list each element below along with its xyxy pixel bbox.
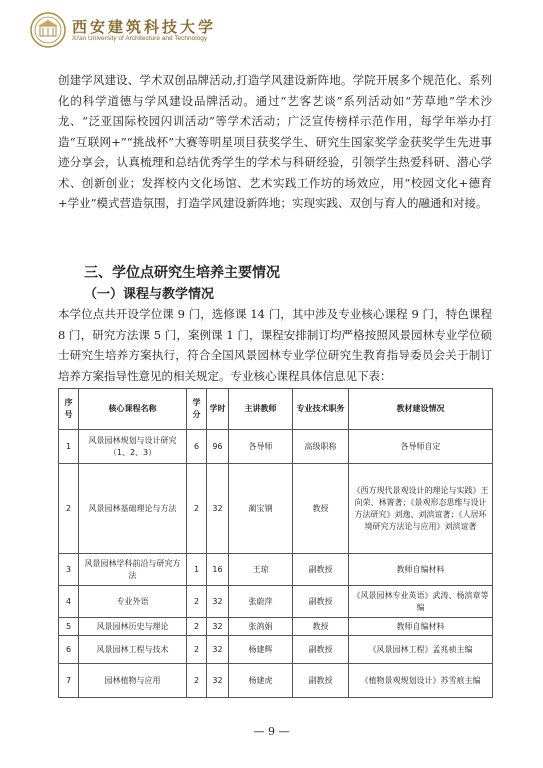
table-cell: 2 xyxy=(187,664,207,698)
table-cell: 《西方现代景观设计的理论与实践》王向荣、林箐著；《景观形态思维与设计方法研究》刘逸、刘滨谊著；《人居环境研究方法论与应用》刘滨谊著 xyxy=(349,464,493,554)
table-cell: 风景园林历史与理论 xyxy=(79,618,187,636)
university-logo-icon xyxy=(30,12,66,48)
section-heading: 三、学位点研究生培养主要情况 xyxy=(84,265,280,281)
table-cell: 1 xyxy=(59,430,79,464)
table-cell: 6 xyxy=(59,636,79,664)
table-cell: 6 xyxy=(187,430,207,464)
table-cell: 《风景园林工程》孟兆祯主编 xyxy=(349,636,493,664)
table-cell: 16 xyxy=(207,554,229,586)
table-row xyxy=(59,430,493,464)
table-cell: 32 xyxy=(207,464,229,554)
table-cell: 32 xyxy=(207,618,229,636)
table-cell: 7 xyxy=(59,664,79,698)
table-cell: 教师自编材料 xyxy=(349,618,493,636)
header-cell: 教材建设情况 xyxy=(349,389,493,430)
table-cell: 风景园林工程与技术 xyxy=(79,636,187,664)
table-row xyxy=(59,618,493,636)
page-header xyxy=(30,12,510,52)
table-cell: 杨建辉 xyxy=(229,636,293,664)
table-cell: 教师自编材料 xyxy=(349,554,493,586)
table-cell: 各导师 xyxy=(229,430,293,464)
table-cell: 32 xyxy=(207,586,229,618)
table-cell: 园林植物与应用 xyxy=(79,664,187,698)
table-cell: 3 xyxy=(59,554,79,586)
table-cell: 32 xyxy=(207,636,229,664)
table-cell: 副教授 xyxy=(293,636,349,664)
table-cell: 96 xyxy=(207,430,229,464)
table-row xyxy=(59,636,493,664)
table-cell: 2 xyxy=(187,636,207,664)
table-cell: 2 xyxy=(187,464,207,554)
table-cell: 张蔚萍 xyxy=(229,586,293,618)
table-cell: 2 xyxy=(187,586,207,618)
table-cell: 教授 xyxy=(293,464,349,554)
core-courses-table xyxy=(58,388,493,698)
table-cell: 王琼 xyxy=(229,554,293,586)
table-cell: 风景园林规划与设计研究（1、2、3） xyxy=(79,430,187,464)
university-name-en: Xi'an University of Architecture and Technology xyxy=(72,35,208,42)
table-cell: 风景园林基础理论与方法 xyxy=(79,464,187,554)
table-cell: 2 xyxy=(59,464,79,554)
table-cell: 副教授 xyxy=(293,664,349,698)
table-cell: 杨建虎 xyxy=(229,664,293,698)
table-cell: 《植物景观规划设计》苏雪痕主编 xyxy=(349,664,493,698)
table-cell: 专业外语 xyxy=(79,586,187,618)
table-cell: 副教授 xyxy=(293,554,349,586)
table-cell: 《风景园林专业英语》武涛、杨滨章等编 xyxy=(349,586,493,618)
subsection-heading: （一）课程与教学情况 xyxy=(84,287,215,302)
table-cell: 32 xyxy=(207,664,229,698)
table-row xyxy=(59,586,493,618)
table-cell: 副教授 xyxy=(293,586,349,618)
table-cell: 教授 xyxy=(293,618,349,636)
table-cell: 张鸽娟 xyxy=(229,618,293,636)
table-cell: 5 xyxy=(59,618,79,636)
table-cell: 4 xyxy=(59,586,79,618)
table-cell: 风景园林学科前沿与研究方法 xyxy=(79,554,187,586)
table-cell: 1 xyxy=(187,554,207,586)
header-cell: 专业技术职务 xyxy=(293,389,349,430)
header-cell: 主讲教师 xyxy=(229,389,293,430)
table-cell: 高级职称 xyxy=(293,430,349,464)
paragraph-courses: 本学位点共开设学位课 9 门，选修课 14 门，其中涉及专业核心课程 9 门，特色课程 8 门，研究方法课 5 门，案例课 1 门，课程安排制订均严格按照风景园林专业学位硕士研究生培养方案执行，符合全国风景园林专业学位研究生教育指导委员会关于制订培养方案指导性意见的相关规定。专业核心课程具体信息见下表： xyxy=(58,307,492,383)
header-cell: 序号 xyxy=(59,389,79,430)
header-cell: 核心课程名称 xyxy=(79,389,187,430)
paragraph-study-style: 创建学风建设、学术双创品牌活动,打造学风建设新阵地。学院开展多个规范化、系列化的科学道德与学风建设品牌活动。通过“艺客艺谈”系列活动如“芳草地”学术沙龙、“泛亚国际校园闪训活动”等学术活动；广泛宣传榜样示范作用，每学年举办打造“互联网+”“挑战杯”大赛等明星项目获奖学生、研究生国家奖学金获奖学生先进事迹分享会，认真梳理和总结优秀学生的学术与科研经验，引领学生热爱科研、潜心学术、创新创业；发挥校内文化场馆、艺术实践工作坊的场效应，用“校园文化+德育+学业”模式营造氛围，打造学风建设新阵地；实现实践、双创与育人的融通和对接。 xyxy=(58,73,492,210)
table-row xyxy=(59,664,493,698)
table-row xyxy=(59,554,493,586)
table-header-row xyxy=(59,389,493,430)
page-number: — 9 — xyxy=(253,725,290,738)
table-cell: 2 xyxy=(187,618,207,636)
table-row xyxy=(59,464,493,554)
university-name-cn: 西安建筑科技大学 xyxy=(72,18,217,36)
header-cell: 学分 xyxy=(187,389,207,430)
table-cell: 各导师自定 xyxy=(349,430,493,464)
table-cell: 蔺宝钢 xyxy=(229,464,293,554)
header-cell: 学时 xyxy=(207,389,229,430)
